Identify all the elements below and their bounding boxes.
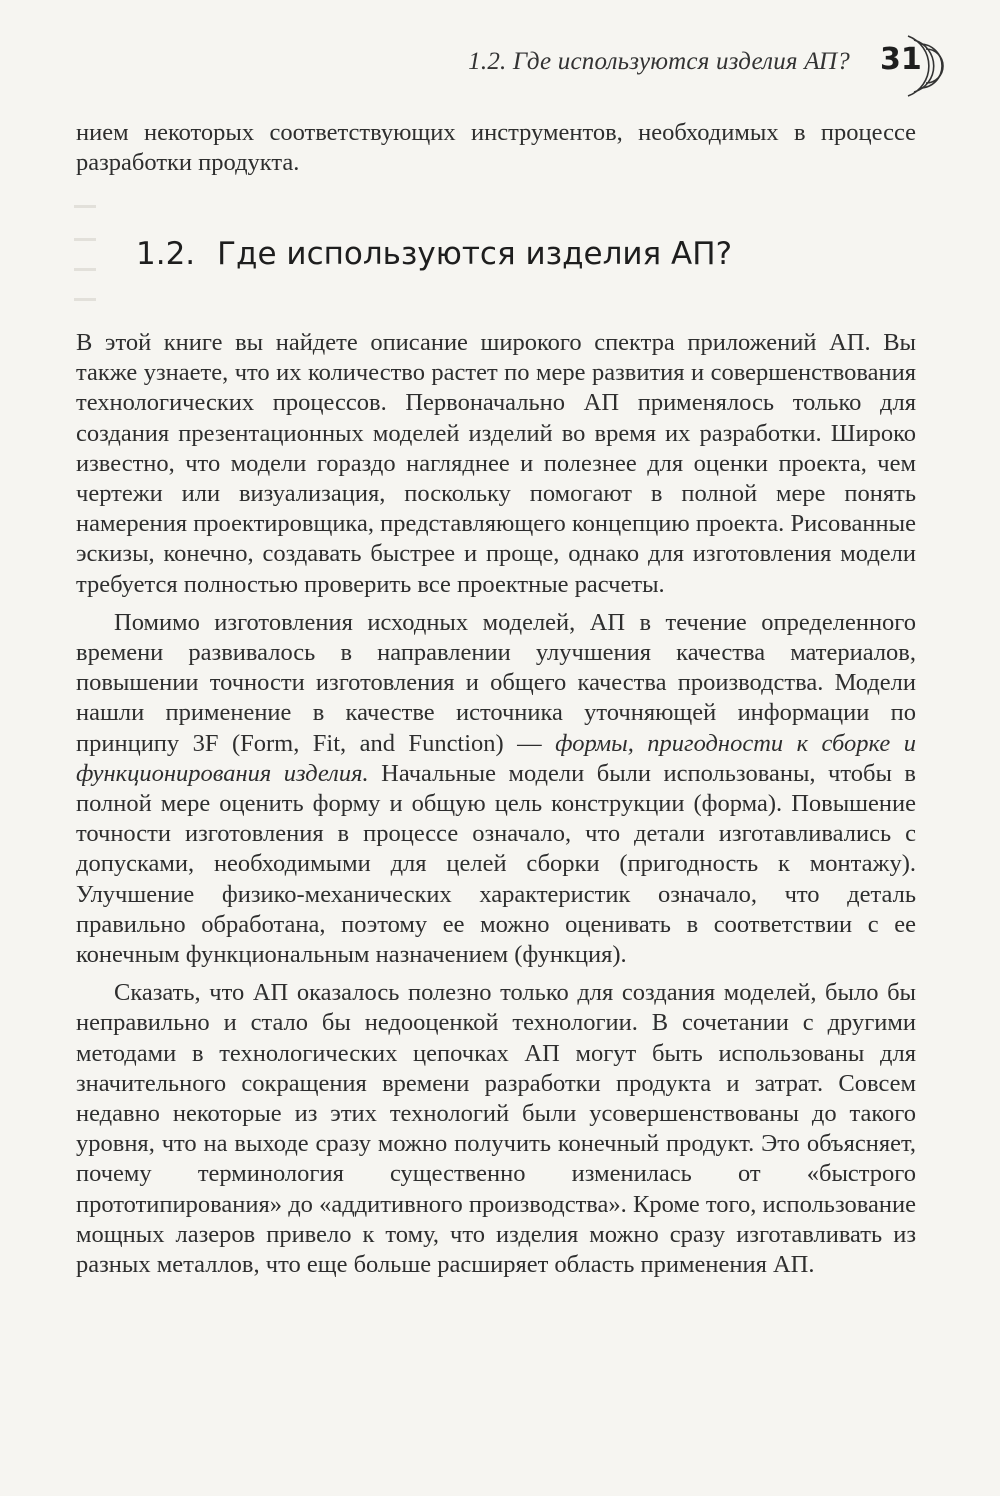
section-title-text: Где используются изделия АП? — [217, 236, 733, 272]
section-number: 1.2. — [136, 236, 196, 272]
running-header: 1.2. Где используются изделия АП? — [468, 48, 850, 75]
margin-bleed-mark — [74, 238, 96, 241]
margin-bleed-mark — [74, 268, 96, 271]
paragraph: Сказать, что АП оказалось полезно только для создания моделей, было бы неправильно и стало бы недооценкой технологии. В сочетании с другими методами в технологических цепочках АП могут быть использованы для значительного сокращения времени разработки продукта и затрат. Совсем недавно некоторые из этих технологий были усовершенствованы до такого уровня, что на выходе сразу можно получить конечный продукт. Это объясняет, почему терминология существенно изменилась от «быстрого прототипирования» до «аддитивного производства». Кроме того, использование мощных лазеров привело к тому, что изделия можно сразу изготавливать из разных металлов, что еще больше расширяет область применения АП. — [76, 979, 916, 1279]
margin-bleed-mark — [74, 205, 96, 208]
page-number: 31 — [880, 42, 922, 77]
paragraph-emphasis: формы, пригодности к сборке и функционирования изделия. — [76, 729, 916, 787]
section-body — [76, 328, 916, 1288]
paragraph-text: Начальные модели были использованы, чтобы в полной мере оценить форму и общую цель конструкции (форма). Повышение точности изготовления в процессе означало, что детали изготавливались с допусками, необходимыми для целей сборки (пригодность к монтажу). Улучшение физико-механических характеристик означало, что деталь правильно обработана, поэтому ее можно оценивать в соответствии с ее конечным функциональным назначением (функция). — [76, 759, 917, 969]
margin-bleed-mark — [74, 298, 96, 301]
continued-paragraph: нием некоторых соответствующих инструментов, необходимых в процессе разработки продукта. — [76, 119, 916, 177]
paragraph-text: Помимо изготовления исходных моделей, АП в течение определенного времени развивалось в направлении улучшения качества материалов, повышении точности изготовления и общего качества производства. Модели нашли применение в качестве источника уточняющей информации по принципу 3F (Form, Fit, and Function) — — [76, 608, 916, 757]
paragraph: В этой книге вы найдете описание широкого спектра приложений АП. Вы также узнаете, что их количество растет по мере развития и совершенствования технологических процессов. Первоначально АП применялось только для создания презентационных моделей изделий во время их разработки. Широко известно, что модели гораздо нагляднее и полезнее для оценки проекта, чем чертежи или визуализация, поскольку помогают в полной мере понять намерения проектировщика, представляющего концепцию проекта. Рисованные эскизы, конечно, создавать быстрее и проще, однако для изготовления модели требуется полностью проверить все проектные расчеты. — [76, 329, 916, 598]
page-number-arcs-icon — [890, 30, 950, 102]
paragraph — [76, 608, 916, 970]
section-heading — [136, 236, 732, 272]
